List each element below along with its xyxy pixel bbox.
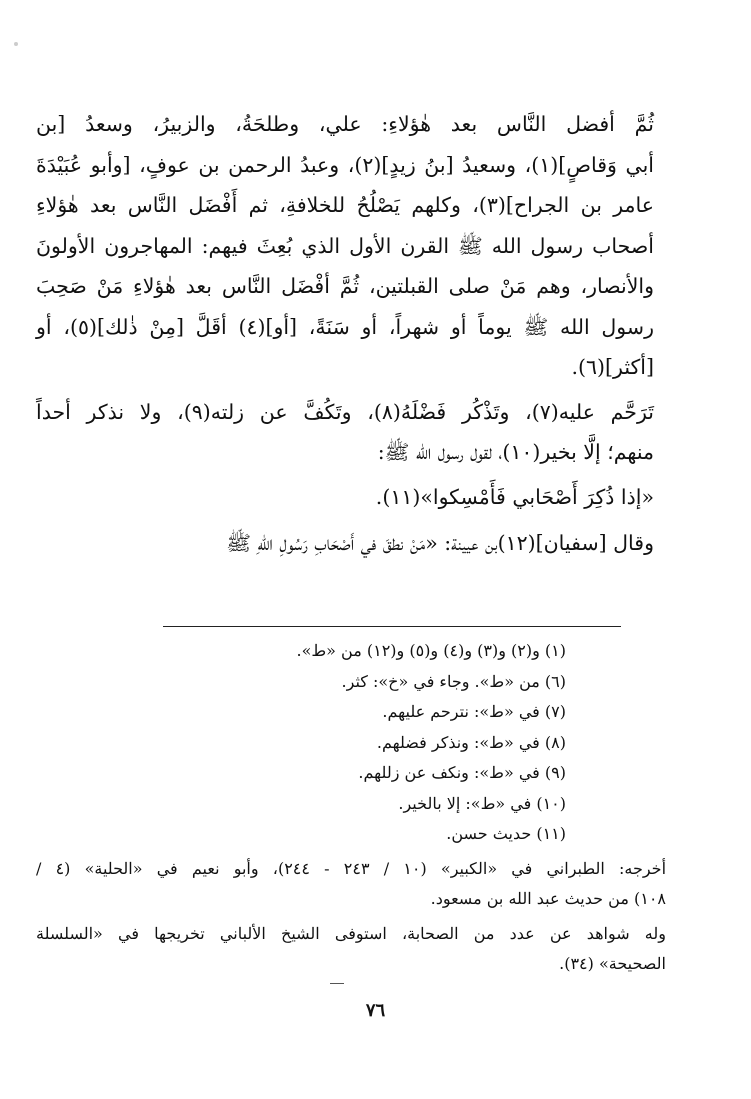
footnotes [36,636,706,980]
text-line: أصحاب رسول الله ﷺ القرن الأول الذي بُعِثَ فيهم: المهاجرون الأولونَ [36,233,654,258]
footnote-line: ١٠٨) من حديث عبد الله بن مسعود. [430,889,666,908]
hadith-quote [36,477,706,518]
text-line: «إذا ذُكِرَ أَصْحَابي فَأَمْسِكوا»(١١). [375,484,654,509]
paragraph-2 [36,392,706,473]
paragraph-1 [36,104,706,388]
footnote-item: (٦) من «ط». وجاء في «خ»: كثر. [341,671,566,691]
text-line: تَرَحَّم عليه(٧)، وتَذْكُر فَضْلَهُ(٨)، وتَكُفَّ عن زلته(٩)، ولا نذكر أحداً [36,399,655,424]
page-number-dash [330,983,344,984]
text-line: أبي وَقاصٍ](١)، وسعيدُ [بنُ زيدٍ](٢)، وعبدُ الرحمن بن عوفٍ، [وأبو عُبَيْدَةَ [36,152,654,177]
footnote-line: الصحيحة» (٣٤). [559,954,666,973]
text-line: والأنصار، وهم مَنْ صلى القبلتين، ثُمَّ أفْضَل النَّاس بعد هٰؤلاءِ مَنْ صَحِبَ [36,274,654,298]
main-text [36,104,706,564]
footnote-item: (١) و(٢) و(٣) و(٤) و(٥) و(١٢) من «ط». [296,641,566,660]
footnote-line: أخرجه: الطبراني في «الكبير» (١٠ / ٢٤٣ - ٢٤٤)، وأبو نعيم في «الحلية» (٤ / [36,858,667,878]
margin-dot [14,42,18,46]
footnote-line: وله شواهد عن عدد من الصحابة، استوفى الشيخ الألباني تخريجها في «السلسلة [36,923,666,943]
text-line: عامر بن الجراح](٣)، وكلهم يَصْلُحُ للخلافةِ، ثم أَفْضَل النَّاس بعد هٰؤلاءِ [36,193,654,217]
footnote-list [36,636,706,850]
paragraph-3 [36,523,706,564]
text-line: منهم؛ إلَّا بخير(١٠)، لقول رسول الله ﷺ: [377,440,654,464]
footnote-item: (١٠) في «ط»: إلا بالخير. [398,793,566,813]
page-number: ٧٦ [365,1000,386,1021]
footnote-item: (٩) في «ط»: ونكف عن زللهم. [358,763,566,782]
footnote-shawahid [36,919,706,980]
footnote-separator [163,626,621,627]
footnote-item: (٨) في «ط»: ونذكر فضلهم. [376,732,566,752]
text-line: وقال [سفيان](١٢)بن عيينة: «مَنْ نطقَ في أَصْحَابِ رَسُولِ اللهِ ﷺ [226,531,654,555]
text-line: [أكثر](٦). [571,355,654,379]
text-line: رسول الله ﷺ يوماً أو شهراً، أو سَنَةً، [أو](٤) أقَلَّ [مِنْ ذٰلك](٥)، أو [36,314,654,339]
footnote-item: (١١) حديث حسن. [446,824,566,843]
footnote-takhrij [36,854,706,915]
footnote-item: (٧) في «ط»: نترحم عليهم. [382,702,566,721]
text-line: ثُمَّ أفضل النَّاس بعد هٰؤلاءِ: علي، وطلحَةُ، والزبيرُ، وسعدُ [بن [36,112,654,136]
